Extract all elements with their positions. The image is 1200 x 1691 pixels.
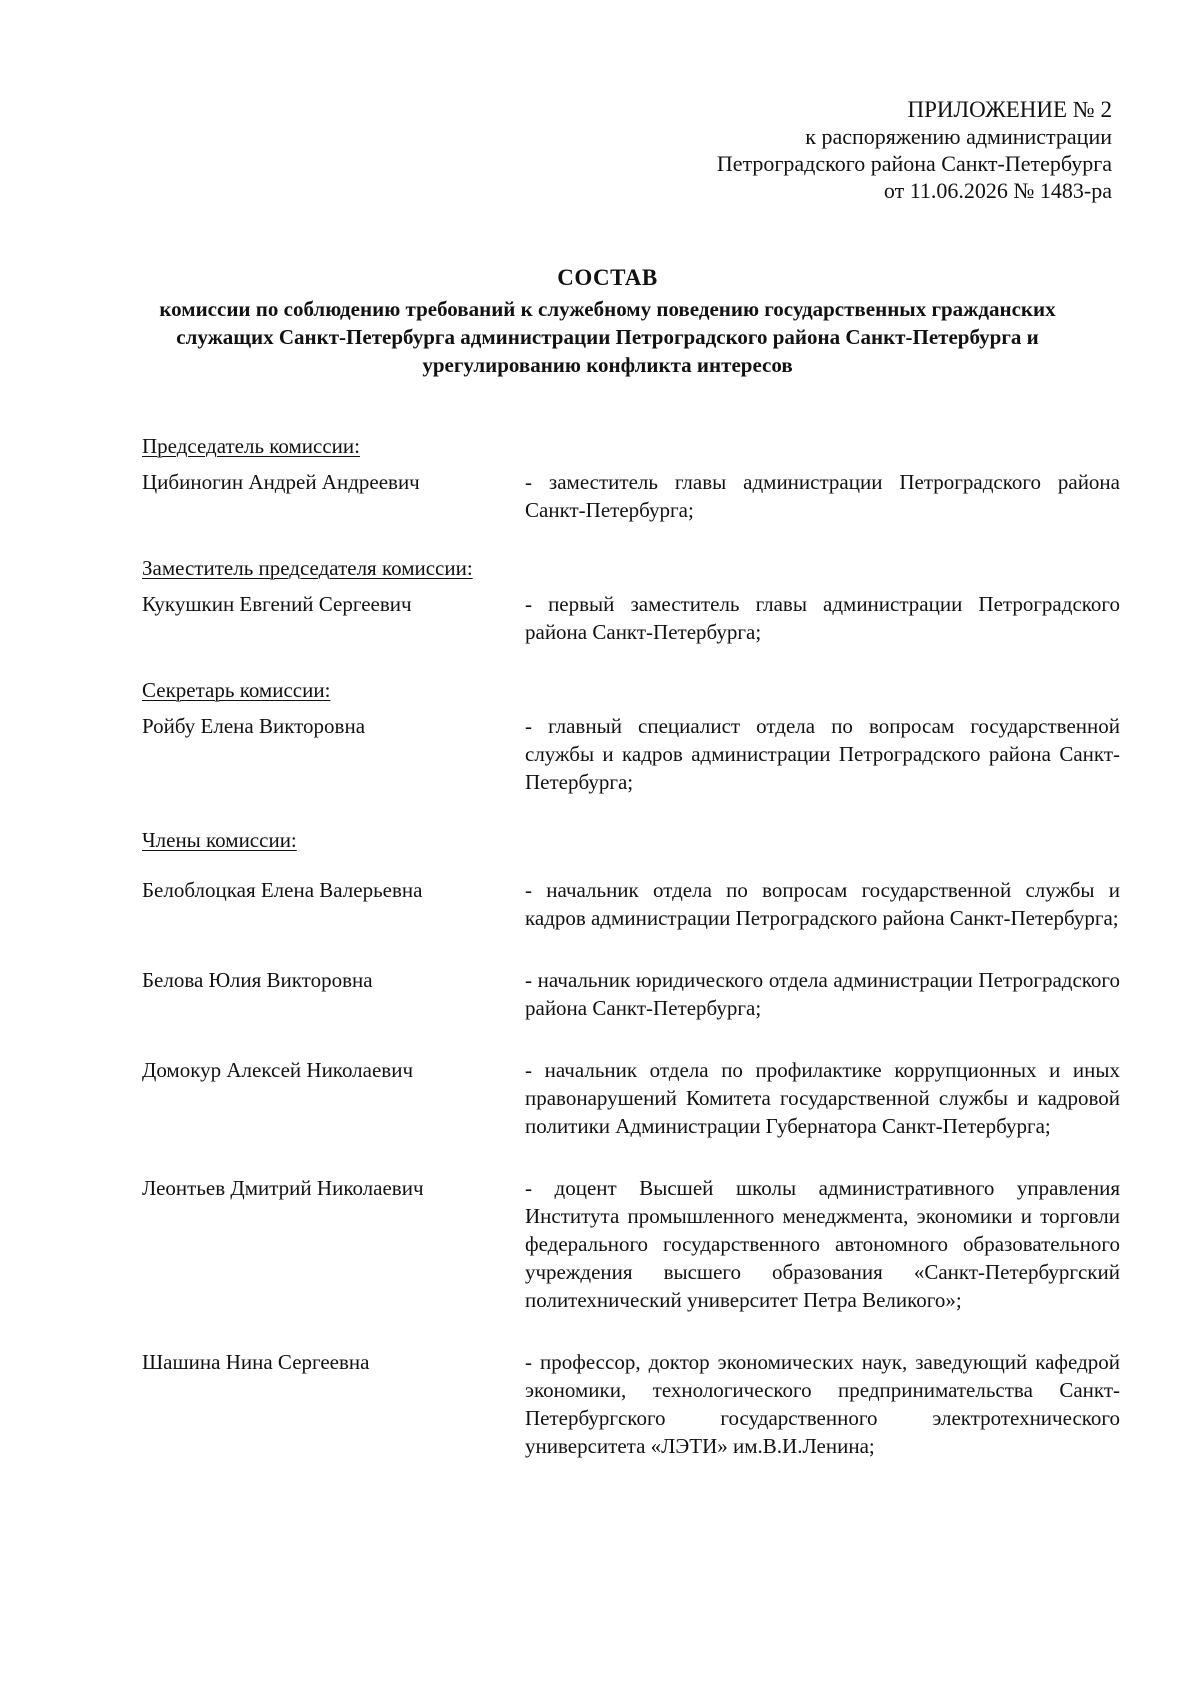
member-position: - профессор, доктор экономических наук, заведующий кафедрой экономики, технологического предпринимательства Санкт-Петербургского государственного электротехнического университета «ЛЭТИ» им.В.И.Ленина; [525, 1350, 1120, 1458]
member-position: - первый заместитель главы администрации Петроградского района Санкт-Петербурга; [525, 592, 1120, 644]
document-subtitle: комиссии по соблюдению требований к служебному поведению государственных гражданских служащих Санкт-Петербурга администрации Петроградского района Санкт-Петербурга и урегулированию конфликта интересов [159, 297, 1056, 377]
member-row [142, 966, 1120, 1022]
member-row [142, 1174, 1120, 1314]
member-position: - начальник отдела по вопросам государственной службы и кадров администрации Петроградского района Санкт-Петербурга; [525, 878, 1120, 930]
member-position: - начальник юридического отдела администрации Петроградского района Санкт-Петербурга; [525, 968, 1120, 1020]
member-name: Домокур Алексей Николаевич [142, 1058, 414, 1082]
member-name: Белоблоцкая Елена Валерьевна [142, 878, 423, 902]
document-title: СОСТАВ [557, 265, 658, 290]
section-label-chairman: Председатель комиссии: [142, 434, 360, 458]
appendix-date-number: от 11.06.2026 № 1483-ра [883, 178, 1112, 203]
document-heading [140, 263, 1075, 379]
member-name: Кукушкин Евгений Сергеевич [142, 592, 412, 616]
appendix-title: ПРИЛОЖЕНИЕ № 2 [907, 97, 1112, 122]
member-name: Шашина Нина Сергеевна [142, 1350, 370, 1374]
member-row [142, 1056, 1120, 1140]
section-label-secretary: Секретарь комиссии: [142, 678, 331, 702]
appendix-line: к распоряжению администрации [805, 124, 1112, 149]
member-name: Ройбу Елена Викторовна [142, 714, 366, 738]
member-position: - доцент Высшей школы административного управления Института промышленного менеджмента, экономики и торговли федерального государственного автономного образовательного учреждения высшего образования «Санкт-Петербургский политехнический университет Петра Великого»; [525, 1176, 1120, 1312]
member-row [142, 1348, 1120, 1460]
appendix-line: Петроградского района Санкт-Петербурга [716, 151, 1112, 176]
member-name: Белова Юлия Викторовна [142, 968, 373, 992]
member-row [142, 712, 1120, 796]
member-name: Леонтьев Дмитрий Николаевич [142, 1176, 424, 1200]
section-label-members: Члены комиссии: [142, 828, 297, 852]
appendix-block [717, 96, 1112, 204]
member-name: Цибиногин Андрей Андреевич [142, 470, 420, 494]
member-position: - заместитель главы администрации Петроградского района Санкт-Петербурга; [525, 470, 1120, 522]
member-position: - начальник отдела по профилактике коррупционных и иных правонарушений Комитета государственной службы и кадровой политики Администрации Губернатора Санкт-Петербурга; [525, 1058, 1120, 1138]
member-row [142, 590, 1120, 646]
commission-list [142, 432, 1120, 1460]
member-position: - главный специалист отдела по вопросам государственной службы и кадров администрации Петроградского района Санкт-Петербурга; [525, 714, 1120, 794]
member-row [142, 876, 1120, 932]
section-label-deputy: Заместитель председателя комиссии: [142, 556, 473, 580]
member-row [142, 468, 1120, 524]
